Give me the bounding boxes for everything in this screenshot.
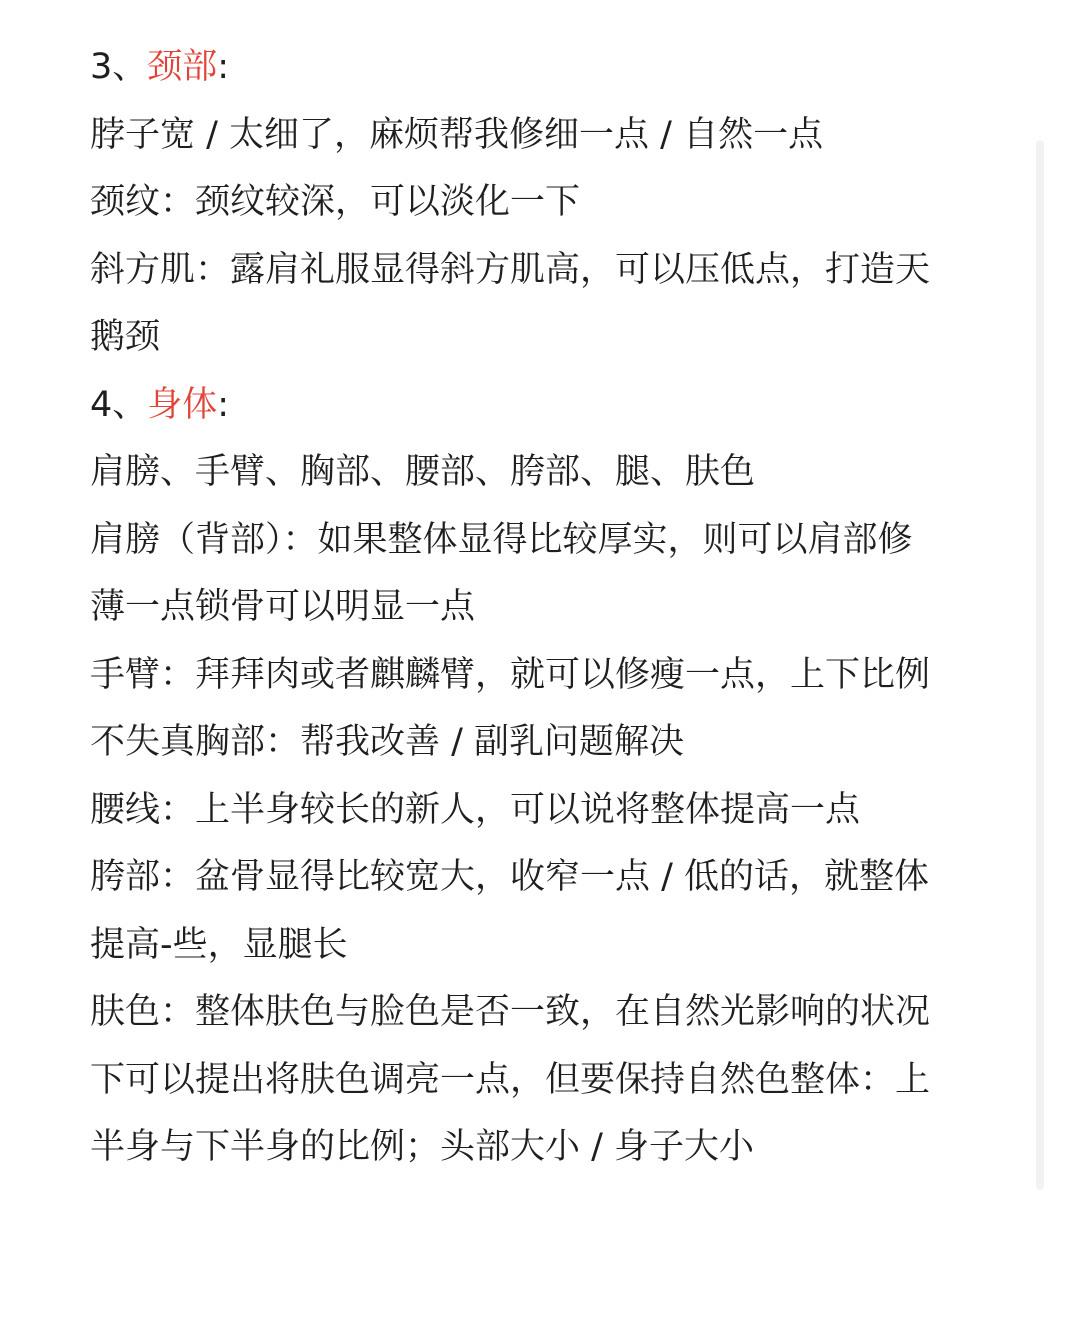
paragraph-line: 肩膀、手臂、胸部、腰部、胯部、腿、肤色 [90, 452, 756, 492]
section-number: 3、 [90, 47, 148, 87]
paragraph-line: 手臂：拜拜肉或者麒麟臂，就可以修瘦一点，上下比例 [90, 654, 931, 695]
paragraph-line: 薄一点锁骨可以明显一点 [90, 587, 476, 627]
paragraph-line: 提高-些，显腿长 [90, 924, 348, 965]
paragraph-line: 下可以提出将肤色调亮一点，但要保持自然色整体：上 [90, 1059, 931, 1100]
heading-colon: : [217, 384, 230, 425]
section-number: 4、 [90, 384, 148, 425]
paragraph-line: 肩膀（背部）：如果整体显得比较厚实，则可以肩部修 [90, 519, 913, 560]
paragraph-line: 不失真胸部：帮我改善 / 副乳问题解决 [90, 722, 685, 762]
scrollbar[interactable] [1036, 140, 1044, 1190]
section-title-neck: 颈部 [147, 47, 218, 87]
section-heading-body [90, 372, 1000, 440]
section-title-body: 身体 [147, 384, 218, 425]
paragraph-line: 脖子宽 / 太细了，麻烦帮我修细一点 / 自然一点 [90, 114, 824, 155]
paragraph-line: 腰线：上半身较长的新人，可以说将整体提高一点 [90, 789, 861, 830]
heading-colon: : [217, 47, 230, 87]
paragraph-line: 鹅颈 [90, 317, 161, 357]
section-heading-neck [90, 34, 1000, 102]
paragraph-line: 胯部：盆骨显得比较宽大，收窄一点 / 低的话，就整体 [90, 857, 930, 897]
paragraph-line: 肤色：整体肤色与脸色是否一致，在自然光影响的状况 [90, 992, 931, 1032]
article-body [90, 34, 1000, 1182]
paragraph-line: 斜方肌：露肩礼服显得斜方肌高，可以压低点，打造天 [90, 249, 931, 290]
paragraph-line: 颈纹：颈纹较深，可以淡化一下 [90, 182, 581, 222]
paragraph-line: 半身与下半身的比例；头部大小 / 身子大小 [90, 1127, 755, 1167]
